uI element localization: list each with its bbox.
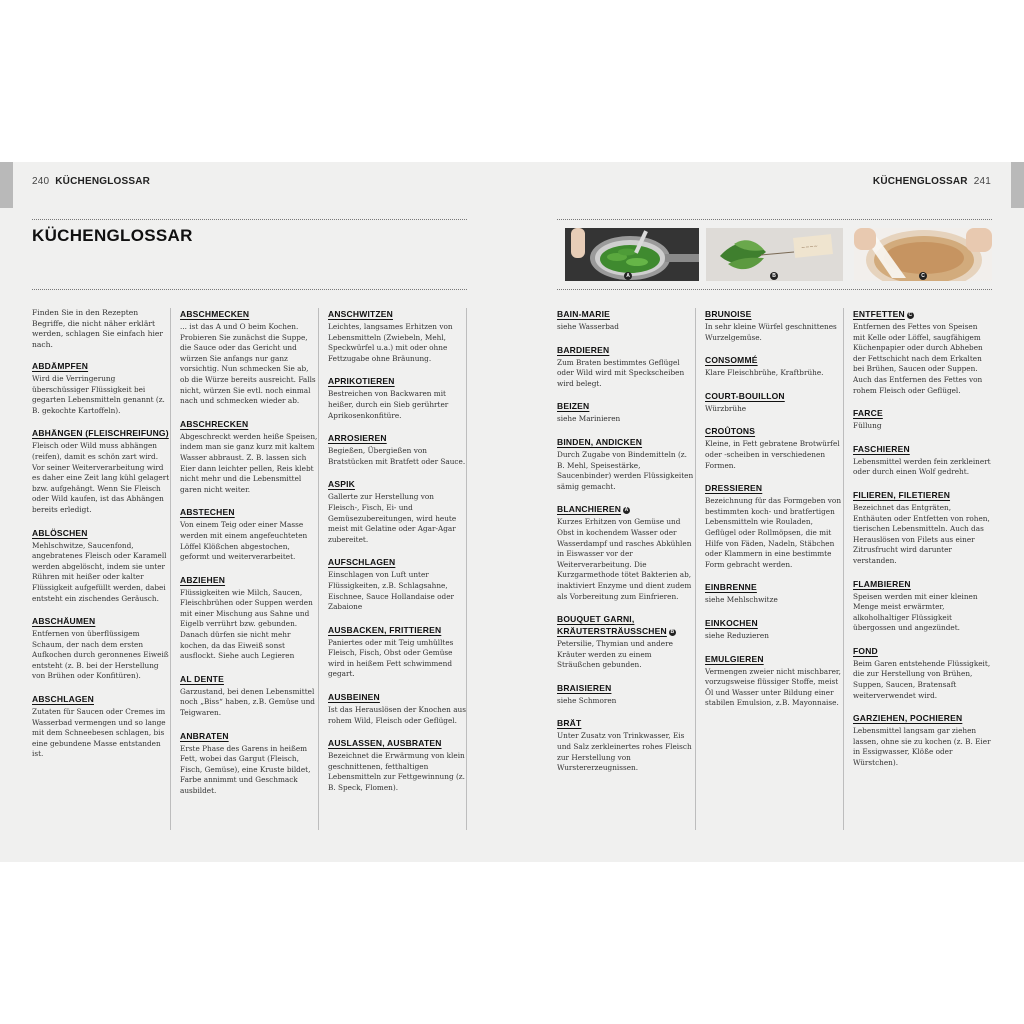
glossary-term-text: BOUQUET GARNI, KRÄUTERSTRÄUSSCHEN xyxy=(557,614,667,637)
glossary-definition: siehe Marinieren xyxy=(557,414,621,424)
glossary-term xyxy=(705,425,843,437)
glossary-term-text: AUSLASSEN, AUSBRATEN xyxy=(328,738,442,749)
glossary-term xyxy=(557,503,695,515)
page-number-left: 240 xyxy=(32,176,50,187)
glossary-term-text: FLAMBIEREN xyxy=(853,578,911,589)
glossary-definition: Beim Garen entstehende Flüssigkeit, die zur Herstellung von Brühen, Suppen, Saucen, Bratensaft weiterverwendet wird. xyxy=(853,658,991,700)
photo-reference-badge: B xyxy=(670,629,675,636)
glossary-term xyxy=(328,624,466,636)
glossary-term xyxy=(328,691,466,703)
glossary-term xyxy=(705,482,843,494)
glossary-term xyxy=(32,527,170,539)
glossary-term-text: ABSCHRECKEN xyxy=(180,418,249,429)
rule-bottom-left xyxy=(32,289,467,290)
glossary-definition: Klare Fleischbrühe, Kraftbrühe. xyxy=(705,368,824,378)
glossary-definition: siehe Schmoren xyxy=(557,695,617,705)
glossary-definition: In sehr kleine Würfel geschnittenes Wurzelgemüse. xyxy=(705,322,837,342)
glossary-term-text: ANBRATEN xyxy=(180,730,229,741)
photo-blanchieren xyxy=(565,228,699,281)
glossary-term-text: ABLÖSCHEN xyxy=(32,527,88,538)
glossary-definition: Zutaten für Saucen oder Cremes im Wasserbad vermengen und so lange mit dem Schneebesen schlagen, bis eine gebundene Masse entstanden ist. xyxy=(32,707,166,759)
photo-entfetten xyxy=(854,228,992,281)
glossary-term-text: FARCE xyxy=(853,408,883,419)
glossary-term-text: AUSBACKEN, FRITTIEREN xyxy=(328,624,442,635)
glossary-term xyxy=(853,489,991,501)
glossary-definition: Mehlschwitze, Saucenfond, angebratenes Fleisch oder Karamell werden abgelöscht, indem sie unter Rühren mit heißer oder kalter Flüssigkeit aufgefüllt werden, dabei entsteht ein zischendes Geräusch. xyxy=(32,540,167,603)
glossary-definition: Bestreichen von Backwaren mit heißer, durch ein Sieb gerührter Aprikosenkonfitüre. xyxy=(328,389,449,420)
glossary-term-text: DRESSIEREN xyxy=(705,483,763,494)
photo-reference-badge: C xyxy=(908,312,913,318)
glossary-term-text: AUSBEINEN xyxy=(328,692,380,703)
glossary-term-text: EINKOCHEN xyxy=(705,617,758,628)
glossary-term xyxy=(32,615,170,627)
glossary-definition: Vermengen zweier nicht mischbarer, vorzugsweise flüssiger Stoffe, meist Öl und Wasser unter Bildung einer stabilen Emulsion, z.B. Mayonnaise. xyxy=(705,666,841,708)
glossary-term-text: FOND xyxy=(853,645,878,656)
glossary-term-text: AL DENTE xyxy=(180,673,224,684)
glossary-term xyxy=(705,390,843,402)
glossary-term xyxy=(557,613,695,637)
glossary-column-5 xyxy=(705,308,844,830)
glossary-term xyxy=(853,308,991,320)
glossary-term xyxy=(853,578,991,590)
glossary-column-2 xyxy=(180,308,319,830)
photo-reference-badge: A xyxy=(624,507,629,514)
glossary-definition: Bezeichnet die Erwärmung von klein geschnittenen, fetthaltigen Lebensmitteln zur Fettgewinnung (z. B. Speck, Flomen). xyxy=(328,751,465,793)
glossary-term xyxy=(32,427,170,439)
glossary-term-text: BRUNOISE xyxy=(705,309,752,319)
page-number-right: 241 xyxy=(973,176,991,187)
glossary-definition: Zum Braten bestimmtes Geflügel oder Wild wird mit Speckscheiben wird belegt. xyxy=(557,357,685,388)
rule-top-right xyxy=(557,219,992,220)
page-tab-left xyxy=(0,162,13,208)
glossary-term-text: AUFSCHLAGEN xyxy=(328,557,396,568)
glossary-term-text: APRIKOTIEREN xyxy=(328,376,395,387)
glossary-term-text: FILIEREN, FILETIEREN xyxy=(853,489,951,500)
glossary-column-3 xyxy=(328,308,467,830)
glossary-definition: Entfernen des Fettes von Speisen mit Kelle oder Löffel, saugfähigem Küchenpapier oder durch Abheben der Fettschicht nach dem Erkalten bei Brühen, Saucen oder Suppen. Auch das Entfernen des Fettes von rohem Fleisch oder Geflügel. xyxy=(853,322,983,395)
glossary-term xyxy=(705,617,843,629)
glossary-term xyxy=(328,478,466,490)
glossary-term xyxy=(853,712,991,724)
glossary-term-text: ABHÄNGEN (FLEISCHREIFUNG) xyxy=(32,428,169,439)
glossary-term-text: ABZIEHEN xyxy=(180,574,226,585)
photo-badge-c: C xyxy=(919,272,927,280)
glossary-term-text: BEIZEN xyxy=(557,401,590,412)
glossary-definition: Unter Zusatz von Trinkwasser, Eis und Salz zerkleinertes rohes Fleisch zur Herstellung von Wurstererzeugnissen. xyxy=(557,731,692,773)
glossary-term-text: FASCHIEREN xyxy=(853,443,910,454)
glossary-term xyxy=(180,730,318,742)
glossary-definition: Kurzes Erhitzen von Gemüse und Obst in kochendem Wasser oder Wasserdampf und rasches Abkühlen in Eiswasser vor der Weiterverarbeitung. Die Kurzgarmethode tötet Bakterien ab, inaktiviert Enzyme und dient zudem als Vorbereitung zum Einfrieren. xyxy=(557,517,692,601)
glossary-definition: Lebensmittel werden fein zerkleinert oder durch einen Wolf gedreht. xyxy=(853,456,991,477)
glossary-definition: Ist das Herauslösen der Knochen aus rohem Wild, Fleisch oder Geflügel. xyxy=(328,705,466,725)
glossary-definition: Flüssigkeiten wie Milch, Saucen, Fleischbrühen oder Suppen werden mit einer Mischung aus Sahne und Eigelb verrührt bzw. gebunden. Danach dürfen sie nicht mehr kochen, da das Eiweiß sonst ausflockt. Siehe auch Legieren xyxy=(180,587,313,661)
glossary-term-text: ANSCHWITZEN xyxy=(328,309,393,319)
pot-with-sugar-snap-peas-icon xyxy=(565,228,699,281)
glossary-term-text: BARDIEREN xyxy=(557,344,610,355)
glossary-column-4 xyxy=(557,308,696,830)
glossary-term xyxy=(328,308,466,320)
glossary-term xyxy=(328,556,466,568)
glossary-term-text: ARROSIEREN xyxy=(328,433,387,444)
glossary-term-text: CROÛTONS xyxy=(705,426,756,437)
glossary-definition: Würzbrühe xyxy=(705,403,747,413)
glossary-definition: Füllung xyxy=(853,421,882,431)
glossary-definition: Einschlagen von Luft unter Flüssigkeiten, z.B. Schlagsahne, Eischnee, Sauce Hollandaise oder Zabaione xyxy=(328,570,455,612)
glossary-definition: ... ist das A und O beim Kochen. Probieren Sie zunächst die Suppe, die Sauce oder das Gericht und würzen Sie anfangs nur ganz vorsichtig. Nun schmecken Sie ab, ob die Würze bereits ausreicht. Falls nicht, würzen Sie evtl. noch einmal nach und schmecken wieder ab. xyxy=(180,322,316,406)
glossary-definition: Garzustand, bei denen Lebensmittel noch „Biss“ haben, z.B. Gemüse und Teigwaren. xyxy=(180,686,315,718)
glossary-term xyxy=(853,645,991,657)
glossary-term xyxy=(328,737,466,749)
glossary-term-text: ABDÄMPFEN xyxy=(32,361,89,371)
photo-badge-b: B xyxy=(770,272,778,280)
glossary-term-text: BLANCHIEREN xyxy=(557,504,622,515)
glossary-term-text: BRÄT xyxy=(557,718,582,729)
glossary-term xyxy=(557,400,695,412)
glossary-term xyxy=(557,308,695,320)
glossary-term-text: ABSCHMECKEN xyxy=(180,309,250,319)
glossary-term-text: BRAISIEREN xyxy=(557,682,612,693)
page-tab-right xyxy=(1011,162,1024,208)
glossary-term xyxy=(853,407,991,419)
glossary-column-6 xyxy=(853,308,991,780)
glossary-term xyxy=(557,682,695,694)
glossary-term xyxy=(328,432,466,444)
glossary-term-text: ABSCHLAGEN xyxy=(32,694,94,705)
glossary-term xyxy=(853,443,991,455)
glossary-term-text: ASPIK xyxy=(328,479,355,490)
glossary-term-text: EMULGIEREN xyxy=(705,653,764,664)
photo-badge-a: A xyxy=(624,272,632,280)
glossary-definition: Von einem Teig oder einer Masse werden mit einem angefeuchteten Löffel Klößchen abgestochen, geformt und weiterverarbeitet. xyxy=(180,520,308,562)
glossary-definition: Durch Zugabe von Bindemitteln (z. B. Mehl, Speisestärke, Saucenbinder) werden Flüssigkeiten sämig gemacht. xyxy=(557,449,694,491)
glossary-definition: siehe Wasserbad xyxy=(557,322,619,331)
glossary-term-text: CONSOMMÉ xyxy=(705,355,758,366)
glossary-term xyxy=(328,375,466,387)
glossary-term-text: ENTFETTEN xyxy=(853,309,905,319)
glossary-term-text: EINBRENNE xyxy=(705,582,757,593)
svg-text:~~~~: ~~~~ xyxy=(800,243,819,252)
running-head-left xyxy=(32,176,150,187)
rule-bottom-right xyxy=(557,289,992,290)
glossary-definition: Abgeschreckt werden heiße Speisen, indem man sie ganz kurz mit kaltem Wasser abbraust. Z. B. lassen sich Eier dann leichter pellen, Reis klebt nicht mehr und die Lebensmittel garen nicht weiter. xyxy=(180,431,318,494)
running-title-left: KÜCHENGLOSSAR xyxy=(55,176,151,187)
glossary-definition: Bezeichnung für das Formgeben von bestimmten koch- und bratfertigen Lebensmitteln wie Rouladen, Geflügel oder Rollmöpsen, die mit Hilfe von Fäden, Nadeln, Stäbchen oder Klammern in eine bestimmte Form gebracht werden. xyxy=(705,496,842,569)
glossary-term xyxy=(180,308,318,320)
glossary-definition: Lebensmittel langsam gar ziehen lassen, ohne sie zu kochen (z. B. Eier in Essigwasser, Klöße oder Würstchen). xyxy=(853,726,991,768)
glossary-term-text: ABSCHÄUMEN xyxy=(32,616,96,627)
photo-bouquet-garni xyxy=(706,228,843,281)
glossary-column-1 xyxy=(32,308,171,830)
page-title: KÜCHENGLOSSAR xyxy=(32,226,193,245)
glossary-definition: Begießen, Übergießen von Bratstücken mit Bratfett oder Sauce. xyxy=(328,446,466,466)
glossary-term-text: BINDEN, ANDICKEN xyxy=(557,436,643,447)
glossary-term xyxy=(705,581,843,593)
glossary-definition: Gallerte zur Herstellung von Fleisch-, Fisch, Ei- und Gemüsezubereitungen, wird heute meist mit Gelatine oder Agar-Agar zubereitet. xyxy=(328,492,457,544)
glossary-definition: Entfernen von überflüssigem Schaum, der nach dem ersten Aufkochen durch geronnenes Eiweiß entsteht (z. B. bei der Herstellung von Brühen oder Konfitüren). xyxy=(32,629,169,681)
glossary-definition: Bezeichnet das Entgräten, Enthäuten oder Entfetten von rohen, tierischen Lebensmitteln. Auch das Herauslösen von Filets aus einer Zitrusfrucht wird darunter verstanden. xyxy=(853,502,990,565)
glossary-term xyxy=(557,344,695,356)
glossary-definition: Erste Phase des Garens in heißem Fett, wobei das Gargut (Fleisch, Fisch, Gemüse), eine Kruste bildet, Farbe annimmt und Geschmack ausbildet. xyxy=(180,743,311,795)
glossary-definition: Petersilie, Thymian und andere Kräuter werden zu einem Sträußchen gebunden. xyxy=(557,639,673,670)
book-spread xyxy=(0,162,1024,862)
glossary-term xyxy=(180,673,318,685)
glossary-definition: Kleine, in Fett gebratene Brotwürfel oder -scheiben in verschiedenen Formen. xyxy=(705,439,840,470)
glossary-term xyxy=(180,506,318,518)
glossary-term xyxy=(32,693,170,705)
glossary-term-text: COURT-BOUILLON xyxy=(705,390,785,401)
glossary-term xyxy=(557,717,695,729)
glossary-definition: Paniertes oder mit Teig umhülltes Fleisch, Fisch, Obst oder Gemüse wird in heißem Fett schwimmend gegart. xyxy=(328,637,454,679)
glossary-term xyxy=(705,308,843,320)
running-head-right xyxy=(873,176,991,187)
glossary-term xyxy=(705,653,843,665)
glossary-definition: Speisen werden mit einer kleinen Menge meist erwärmter, alkoholhaltiger Flüssigkeit übergossen und angezündet. xyxy=(853,591,978,633)
glossary-term xyxy=(32,360,170,372)
glossary-term xyxy=(180,418,318,430)
glossary-term xyxy=(705,354,843,366)
glossary-definition: Wird die Verringerung überschüssiger Flüssigkeit bei gegarten Lebensmitteln genannt (z. B. gekochte Kartoffeln). xyxy=(32,374,165,415)
glossary-term xyxy=(180,574,318,586)
glossary-term xyxy=(557,436,695,448)
rule-top-left xyxy=(32,219,467,220)
glossary-term-text: BAIN-MARIE xyxy=(557,309,610,319)
glossary-term-text: ABSTECHEN xyxy=(180,507,235,518)
glossary-definition: Fleisch oder Wild muss abhängen (reifen), damit es schön zart wird. Vor seiner Weiterverarbeitung wird es daher eine Zeit lang kühl gelagert bzw. aufgehängt. Wenn Sie Fleisch oder Wild kaufen, ist das Abhängen bereits erledigt. xyxy=(32,441,170,514)
intro-text: Finden Sie in den Rezepten Begriffe, die nicht näher erklärt werden, schlagen Sie einfach hier nach. xyxy=(32,308,164,349)
running-title-right: KÜCHENGLOSSAR xyxy=(872,176,968,187)
glossary-term-text: GARZIEHEN, POCHIEREN xyxy=(853,713,963,724)
glossary-definition: siehe Reduzieren xyxy=(705,630,769,640)
glossary-definition: Leichtes, langsames Erhitzen von Lebensmitteln (Zwiebeln, Mehl, Speckwürfel u.a.) mit oder ohne Fettzugabe ohne Bräunung. xyxy=(328,322,453,363)
glossary-definition: siehe Mehlschwitze xyxy=(705,595,778,605)
